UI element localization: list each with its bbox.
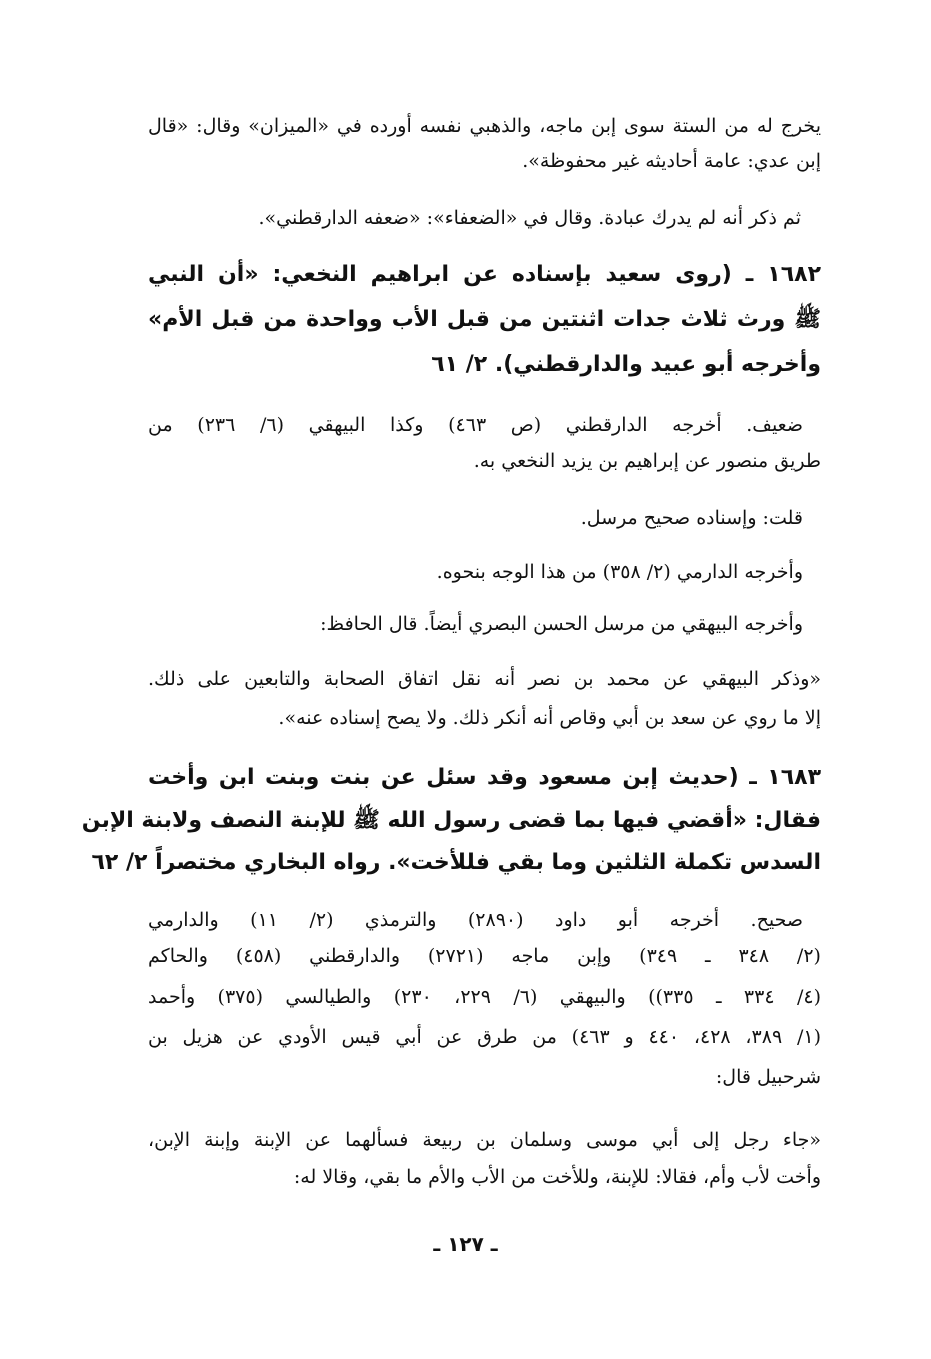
hadith-line: السدس تكملة الثلثين وما بقي فللأخت». رواه البخاري مختصراً ٢/ ٦٢ (91, 850, 821, 875)
text-line: إبن عدي: عامة أحاديثه غير محفوظة». (522, 150, 821, 172)
quote-line: «جاء رجل إلى أبي موسى وسلمان بن ربيعة فسألهما عن الإبنة وإبنة الإبن، (148, 1129, 821, 1151)
hadith-line: ﷺ ورث ثلاث جدات اثنتين من قبل الأب وواحدة من قبل الأم» (148, 307, 821, 332)
text-line: ضعيف. أخرجه الدارقطني (ص ٤٦٣) وكذا البيهقي (٦/ ٢٣٦) من (148, 414, 803, 436)
text-line: (٤/ ٣٣٤ ـ ٣٣٥)) والبيهقي (٦/ ٢٢٩، ٢٣٠) والطيالسي (٣٧٥) وأحمد (148, 986, 821, 1008)
text-line: يخرج له من الستة سوى إبن ماجه، والذهبي نفسه أورده في «الميزان» وقال: «قال (148, 115, 821, 137)
hadith-line: وأخرجه أبو عبيد والدارقطني). ٢/ ٦١ (431, 352, 821, 377)
text-line: صحيح. أخرجه أبو داود (٢٨٩٠) والترمذي (٢/ ١١) والدارمي (148, 909, 803, 931)
quote-line: إلا ما روي عن سعد بن أبي وقاص أنه أنكر ذلك. ولا يصح إسناده عنه». (278, 707, 821, 729)
text-line: ثم ذكر أنه لم يدرك عبادة. وقال في «الضعفاء»: «ضعفه الدارقطني». (258, 207, 801, 229)
hadith-line: فقال: «أقضي فيها بما قضى رسول الله ﷺ للإبنة النصف ولابنة الإبن (81, 808, 821, 833)
text-line: وأخرجه الدارمي (٢/ ٣٥٨) من هذا الوجه بنحوه. (436, 561, 803, 583)
quote-line: وأخت لأب وأم، فقالا: للإبنة، وللأخت من الأب والأم ما بقي، وقالا له: (293, 1166, 821, 1188)
page-number: ـ ١٢٧ ـ (433, 1232, 498, 1256)
hadith-line: ١٦٨٣ ـ (حديث إبن مسعود وقد سئل عن بنت وبنت ابن وأخت (148, 765, 821, 790)
quote-line: «وذكر البيهقي عن محمد بن نصر أنه نقل اتفاق الصحابة والتابعين على ذلك. (148, 668, 821, 690)
text-line: (١/ ٣٨٩، ٤٢٨، ٤٤٠ و ٤٦٣) من طرق عن أبي قيس الأودي عن هزيل بن (148, 1026, 821, 1048)
text-line: قلت: وإسناده صحيح مرسل. (580, 507, 803, 529)
text-line: (٢/ ٣٤٨ ـ ٣٤٩) وإبن ماجه (٢٧٢١) والدارقطني (٤٥٨) والحاكم (148, 945, 821, 967)
text-line: شرحبيل قال: (715, 1066, 821, 1088)
hadith-line: ١٦٨٢ ـ (روى سعيد بإسناده عن ابراهيم النخعي: «أن النبي (148, 262, 821, 287)
text-line: طريق منصور عن إبراهيم بن يزيد النخعي به. (473, 450, 821, 472)
text-line: وأخرجه البيهقي من مرسل الحسن البصري أيضاً. قال الحافظ: (320, 613, 803, 635)
